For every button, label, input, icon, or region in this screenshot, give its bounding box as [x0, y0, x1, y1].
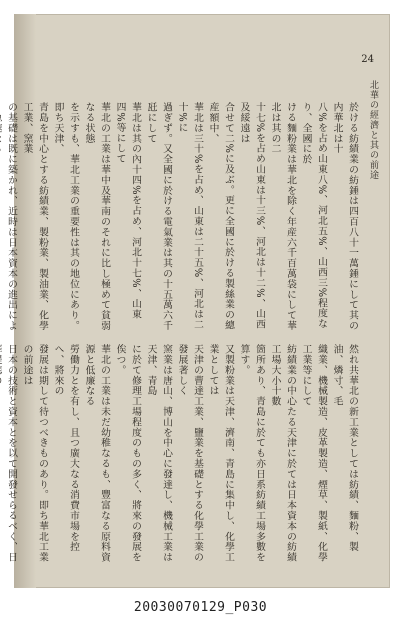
text-column: 十七%を占め山東は十三%、河北は十二%、山西及綏遠は	[238, 102, 265, 330]
lower-text-block	[6, 344, 360, 572]
text-column: 華北の工業は未だ幼稚なるも、豐富なる原料資源と低廉なる	[83, 344, 110, 563]
text-column: を示すも、華北工業の重要性は其の地位にあり。即ち天津、	[52, 102, 79, 331]
running-header-title: 北華の經濟と其の前途	[368, 80, 378, 180]
text-column: 日本の技術と資本とを以て開發せらるべく、日	[6, 344, 17, 563]
text-column: 青島を中心とする紡績業、製粉業、製油業、化學工業、窯業	[21, 102, 48, 331]
text-column: 於ける紡績業の紡錘は四百八十一萬錘にして其の内華北は十	[331, 102, 358, 331]
text-column: 過ぎず。又全國に於ける電氣業は其の十五萬六千瓩にして	[145, 102, 172, 331]
text-column: 天津の曹達工業、鹽業を基礎とする化學工業の發展著しく	[176, 344, 203, 563]
text-column: 華北は其の內十四%を占め、河北十七%、山東四%等にして	[114, 102, 141, 320]
text-column: に於て修理工場程度のもの多く、將來の發展を俟つ。	[114, 344, 141, 563]
upper-text-block	[6, 102, 360, 334]
page-number: 24	[361, 54, 374, 65]
text-column: ける麵粉業は華北を除く年産六千百萬袋にして華北は其の二	[269, 102, 296, 331]
text-column: 箇所あり、青島に於ても亦日系紡績工場多數を算す。	[238, 344, 265, 563]
text-column: 合せて二%に及ぶ。更に全國に於ける製絲業の總産額中、	[207, 102, 234, 331]
text-column: 華北は三十%を占め、山東は二十五%、河北は二十%に	[176, 102, 203, 330]
text-column: 勞働力とを有し、且つ廣大なる消費市場を控へ、將來の	[52, 344, 79, 552]
text-column: 織業、機械製造、皮革製造、煙草、製紙、化學工業等にして	[300, 344, 327, 563]
archive-caption: 20030070129_P030	[133, 600, 268, 615]
text-column: 華北の工業は華中及華南のそれに比し極めて貧弱なる状態	[83, 102, 110, 331]
text-column: 發展は期して待つべきものあり。即ち華北工業の前途は	[21, 344, 48, 563]
text-column: 窯業は唐山、博山を中心に發達し、機械工業は天津、青島	[145, 344, 172, 563]
text-column: 八%を占め山東八%、河北五%、山西三%程度なり、全國に於	[300, 102, 327, 329]
text-column: の基礎は既に築かれ、近時は日本資本の進出によ	[6, 102, 17, 331]
text-column: 又製粉業は天津、濟南、青島に集中し、化學工業としては	[207, 344, 234, 563]
scanned-page	[6, 14, 390, 588]
text-column: 然れ共華北の新工業としては紡績、麵粉、製油、燐寸、毛	[331, 344, 358, 552]
text-column: 紡績業の中心たる天津に於ては日本資本の紡績工場大小十數	[269, 344, 296, 563]
